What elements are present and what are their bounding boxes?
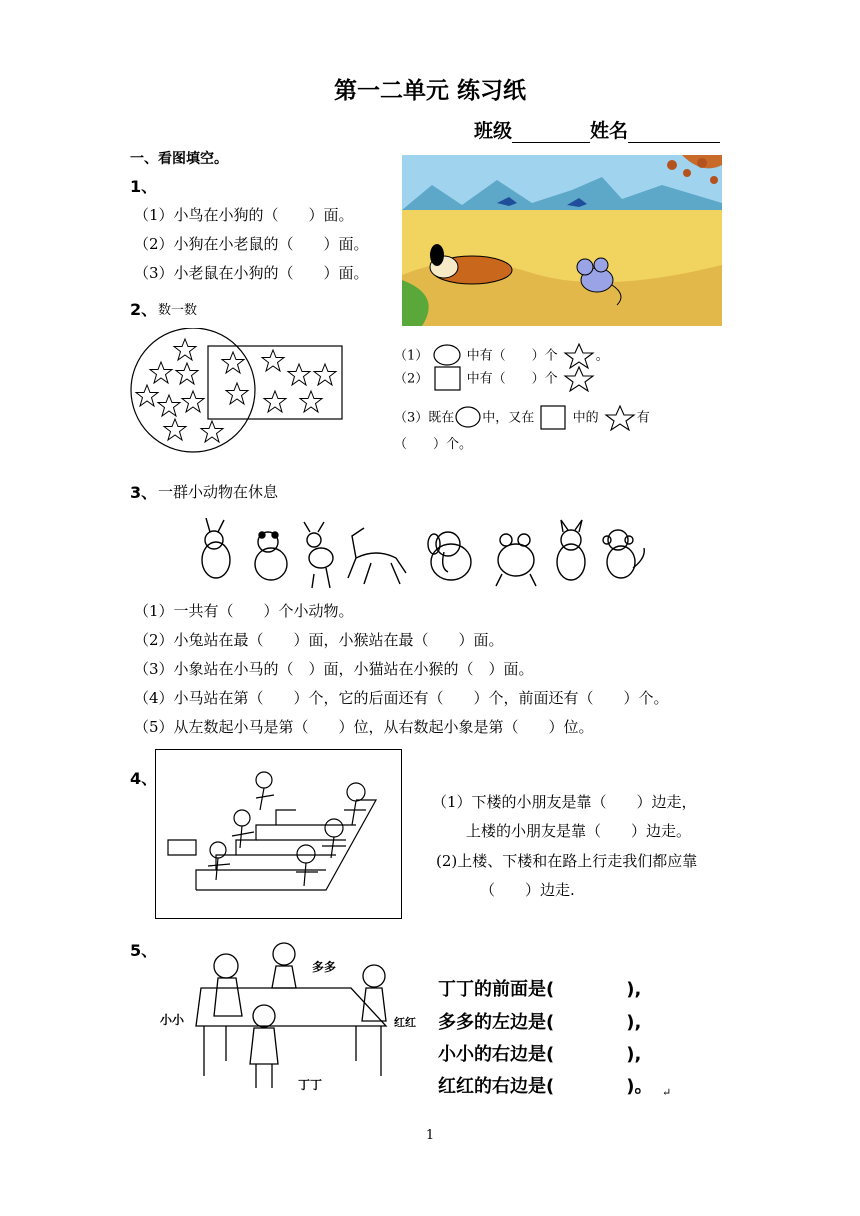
star-icon bbox=[603, 405, 637, 431]
square-icon bbox=[432, 366, 462, 392]
q4-line: （1）下楼的小朋友是靠（ ）边走， bbox=[432, 793, 697, 811]
table-children-image bbox=[156, 936, 416, 1104]
q2-number: 2、 bbox=[130, 300, 158, 319]
section-heading: 一、看图填空。 bbox=[130, 151, 228, 167]
label-xiaoxiao: 小小 bbox=[160, 1013, 185, 1027]
q4-line: 上楼的小朋友是靠（ ）边走。 bbox=[466, 822, 692, 840]
paragraph-mark: ↵ bbox=[662, 1086, 672, 1099]
square-icon bbox=[538, 405, 568, 431]
circle-icon bbox=[432, 344, 462, 368]
children-around-table bbox=[156, 936, 408, 1104]
q5-line: 小小的右边是( ), bbox=[438, 1044, 642, 1065]
q4-number: 4、 bbox=[130, 769, 158, 788]
page-number: 1 bbox=[425, 1128, 435, 1143]
circle-icon bbox=[454, 406, 482, 430]
q5-line: 红红的右边是( )。 bbox=[438, 1076, 653, 1097]
q1-line: （2）小狗在小老鼠的（ ）面。 bbox=[134, 235, 369, 253]
label-dingding: 丁丁 bbox=[298, 1078, 323, 1092]
q1-picture bbox=[402, 155, 722, 326]
q3-line: （2）小兔站在最（ ）面，小猴站在最（ ）面。 bbox=[134, 631, 504, 649]
q5-line: 丁丁的前面是( ), bbox=[438, 979, 642, 1000]
q1-line: （3）小老鼠在小狗的（ ）面。 bbox=[134, 264, 369, 282]
q5-line: 多多的左边是( ), bbox=[438, 1012, 642, 1033]
q2-title: 数一数 bbox=[158, 303, 198, 318]
q2-line1: （1） 中有（ ）个 。 bbox=[394, 343, 609, 369]
park-scene-image bbox=[402, 155, 722, 326]
class-label: 班级 bbox=[474, 120, 513, 142]
q1-number: 1、 bbox=[130, 177, 158, 196]
name-label: 姓名 bbox=[590, 120, 629, 142]
class-name-line bbox=[474, 116, 720, 143]
star-icon bbox=[562, 366, 596, 392]
stairs-picture-frame bbox=[155, 749, 402, 919]
q3-line: （1）一共有（ ）个小动物。 bbox=[134, 602, 354, 620]
name-blank[interactable] bbox=[628, 124, 720, 143]
venn-diagram bbox=[125, 328, 347, 453]
page-title: 第一二单元 练习纸 bbox=[333, 78, 526, 104]
q5-number: 5、 bbox=[130, 941, 158, 960]
label-honghong: 红红 bbox=[394, 1016, 416, 1029]
label-duoduo: 多多 bbox=[312, 960, 337, 974]
q2-line3-answer: （ ）个。 bbox=[394, 437, 473, 452]
q2-line3: （3）既在 中，又在 中的 有 bbox=[394, 405, 650, 431]
q2-line2: （2） 中有（ ）个 bbox=[394, 366, 596, 392]
q1-line: （1）小鸟在小狗的（ ）面。 bbox=[134, 206, 354, 224]
q3-number: 3、 bbox=[130, 483, 158, 502]
q3-line: （4）小马站在第（ ）个，它的后面还有（ ）个，前面还有（ ）个。 bbox=[134, 689, 669, 707]
circle-square-stars bbox=[125, 328, 347, 453]
q4-line: （ ）边走. bbox=[480, 881, 575, 899]
q3-line: （5）从左数起小马是第（ ）位，从右数起小象是第（ ）位。 bbox=[134, 718, 594, 736]
q3-line: （3）小象站在小马的（ ）面，小猫站在小猴的（ ）面。 bbox=[134, 660, 534, 678]
animals-row-image bbox=[186, 518, 652, 590]
resting-animals bbox=[186, 518, 652, 590]
stairs-children-image bbox=[156, 750, 400, 917]
q3-title: 一群小动物在休息 bbox=[158, 483, 279, 501]
class-blank[interactable] bbox=[512, 124, 590, 143]
q4-line: (2)上楼、下楼和在路上行走我们都应靠 bbox=[436, 852, 698, 870]
